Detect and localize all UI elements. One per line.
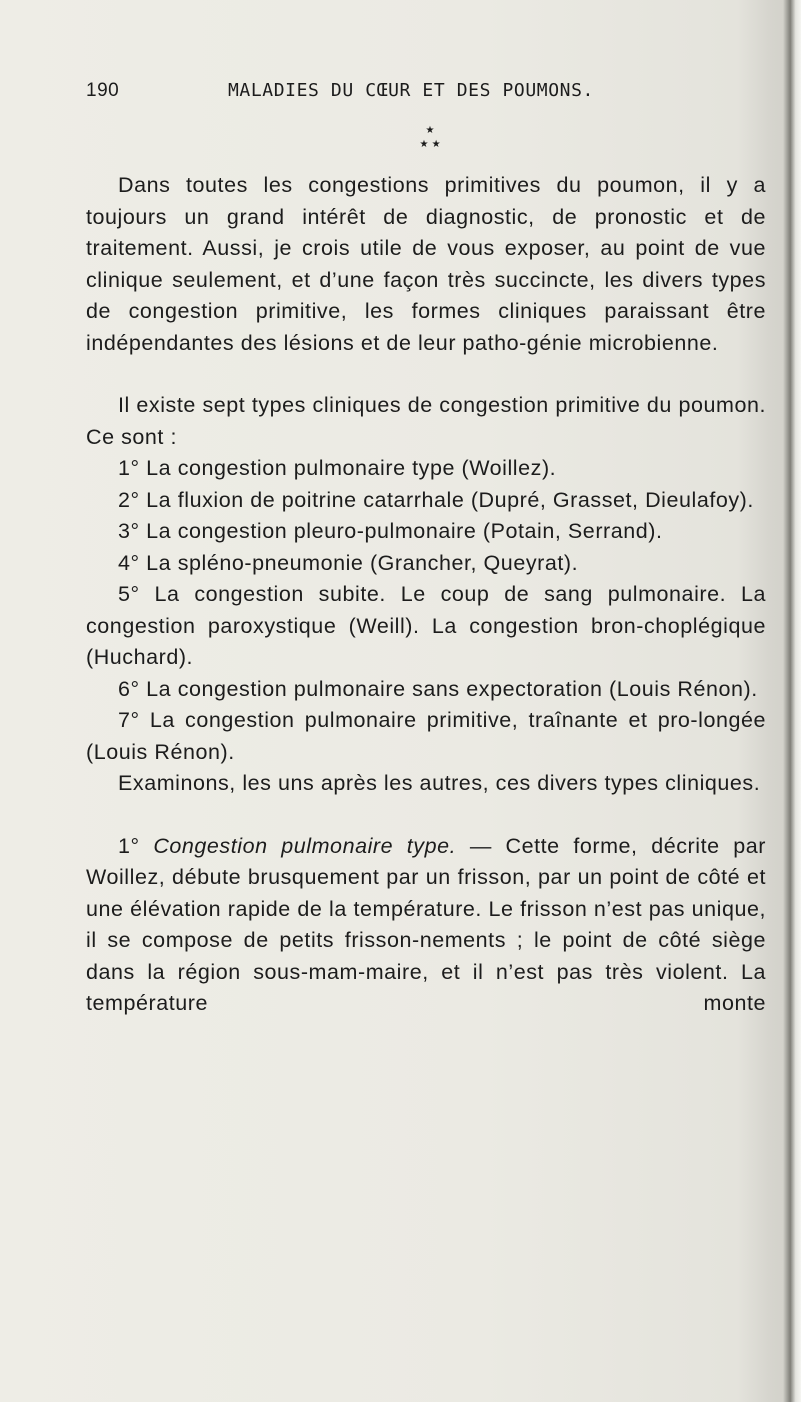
asterism-top: ★ xyxy=(425,125,435,136)
list-item-7: 7° La congestion pulmonaire primitive, traînante et pro-longée (Louis Rénon). xyxy=(86,708,766,764)
page-header xyxy=(86,80,716,112)
section-number: 1° xyxy=(118,833,140,858)
list-item-6: 6° La congestion pulmonaire sans expectoration (Louis Rénon). xyxy=(118,676,758,701)
asterism-bottom: ★ ★ xyxy=(419,139,441,150)
section-title: Congestion pulmonaire type. xyxy=(153,833,457,858)
page-edge-shadow xyxy=(783,0,801,1402)
list-item-5: 5° La congestion subite. Le coup de sang pulmonaire. La congestion paroxystique (Weill). La congestion bron-choplégique (Huchard). xyxy=(86,582,766,669)
asterism-ornament xyxy=(400,124,460,164)
body-text xyxy=(86,170,766,1020)
page-number: 190 xyxy=(86,80,120,101)
list-item-3: 3° La congestion pleuro-pulmonaire (Potain, Serrand). xyxy=(118,519,663,543)
running-head: MALADIES DU CŒUR ET DES POUMONS. xyxy=(228,80,594,101)
section-paragraph xyxy=(86,831,766,1020)
list-item-1: 1° La congestion pulmonaire type (Woillez). xyxy=(118,456,557,480)
paragraph-intro: Dans toutes les congestions primitives du poumon, il y a toujours un grand intérêt de diagnostic, de pronostic et de traitement. Aussi, je crois utile de vous exposer, au point de vue clinique seulement, et d’une façon très succincte, les divers types de congestion primitive, les formes cliniques paraissant être indépendantes des lésions et de leur patho-génie microbienne. xyxy=(86,173,766,355)
list-item-4: 4° La spléno-pneumonie (Grancher, Queyrat). xyxy=(118,550,579,575)
paragraph-seven-types: Il existe sept types cliniques de congestion primitive du poumon. Ce sont : xyxy=(86,393,766,449)
paragraph-examinons: Examinons, les uns après les autres, ces divers types cliniques. xyxy=(118,771,761,795)
list-item-2: 2° La fluxion de poitrine catarrhale (Dupré, Grasset, Dieulafoy). xyxy=(118,487,754,512)
section-text: — Cette forme, décrite par Woillez, débute brusquement par un frisson, par un point de côté et une élévation rapide de la température. Le frisson n’est pas unique, il se compose de petits frisson-nements ; le point de côté siège dans la région sous-mam-maire, et il n’est pas très violent. La température monte xyxy=(86,833,766,1015)
